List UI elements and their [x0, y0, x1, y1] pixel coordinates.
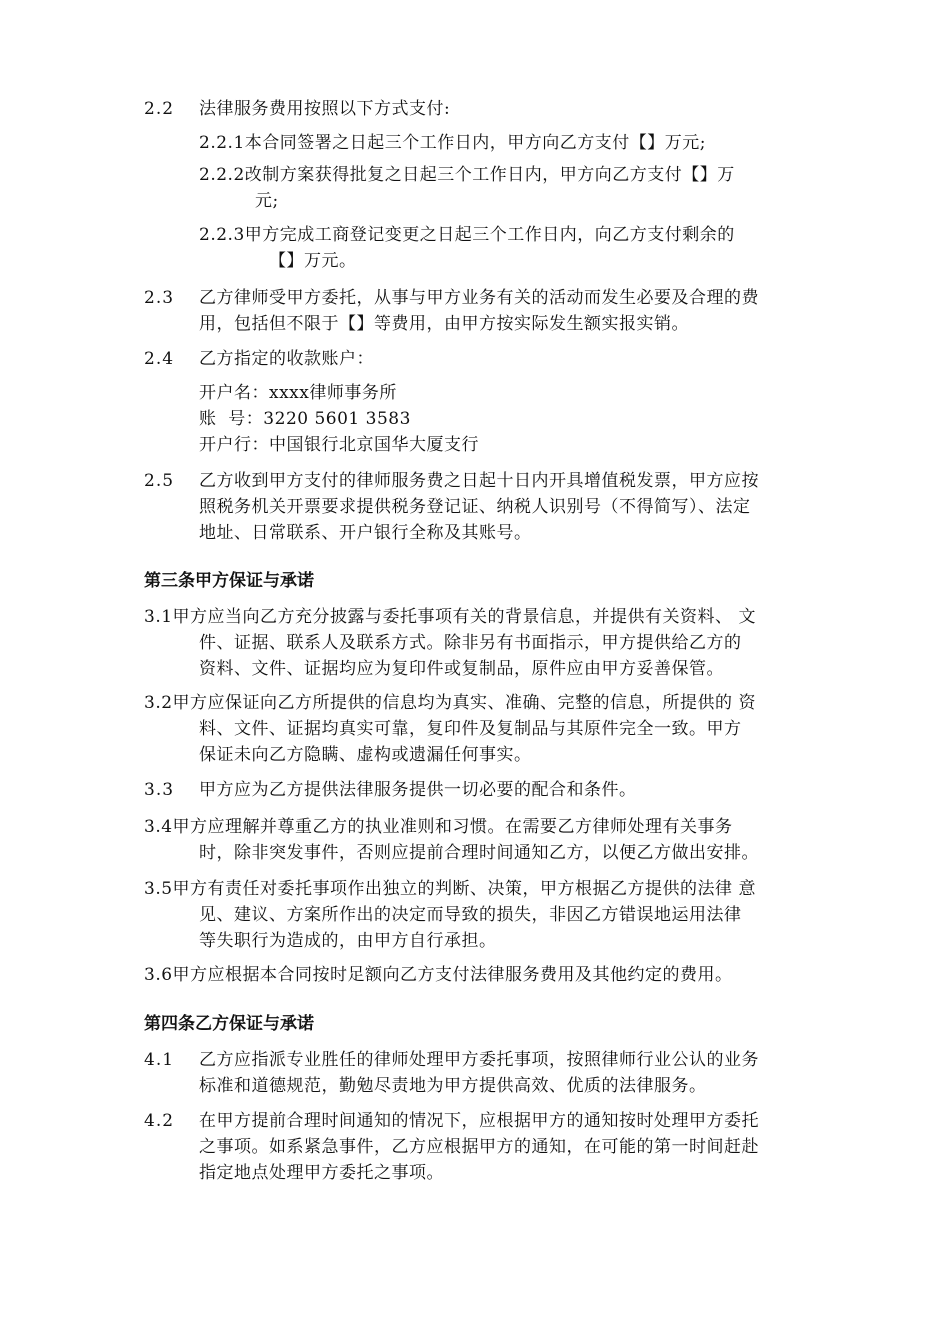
item-number-4-1: 4.1: [144, 1050, 175, 1070]
item-4-2: [199, 1108, 759, 1186]
paragraph-line: 指定地点处理甲方委托之事项。: [199, 1163, 444, 1183]
item-2-2-text: 法律服务费用按照以下方式支付:: [199, 99, 451, 119]
item-number-3-3: 3.3: [144, 780, 175, 800]
account-info: [199, 380, 479, 458]
paragraph-line: 2.2.1本合同签署之日起三个工作日内，甲方向乙方支付【】万元;: [199, 133, 706, 153]
paragraph-line: 用，包括但不限于【】等费用，由甲方按实际发生额实报实销。: [199, 314, 689, 334]
item-2-4-text: 乙方指定的收款账户：: [199, 349, 374, 369]
item-2-2-2: [199, 162, 735, 214]
paragraph-line: 等失职行为造成的，由甲方自行承担。: [199, 931, 497, 951]
paragraph-line: 保证未向乙方隐瞒、虚构或遗漏任何事实。: [199, 745, 532, 765]
paragraph-line: 照税务机关开票要求提供税务登记证、纳税人识别号（不得简写）、法定: [199, 497, 751, 517]
paragraph-line: 元;: [255, 191, 279, 211]
paragraph-line: 乙方应指派专业胜任的律师处理甲方委托事项，按照律师行业公认的业务: [199, 1050, 759, 1070]
item-3-4: [144, 814, 759, 866]
account-number: 账 号：3220 5601 3583: [199, 409, 411, 429]
paragraph-line: 时，除非突发事件，否则应提前合理时间通知乙方，以便乙方做出安排。: [199, 843, 759, 863]
item-number-2-2: 2.2: [144, 99, 175, 119]
item-number-2-4: 2.4: [144, 349, 175, 369]
account-name: 开户名：xxxx律师事务所: [199, 383, 397, 403]
clause-4-heading: 第四条乙方保证与承诺: [144, 1014, 314, 1034]
paragraph-line: 乙方律师受甲方委托，从事与甲方业务有关的活动而发生必要及合理的费: [199, 288, 759, 308]
item-number-4-2: 4.2: [144, 1111, 175, 1131]
paragraph-line: 3.2甲方应保证向乙方所提供的信息均为真实、准确、完整的信息，所提供的 资: [144, 693, 756, 713]
item-2-2-1: [199, 130, 706, 156]
paragraph-line: 地址、日常联系、开户银行全称及其账号。: [199, 523, 532, 543]
paragraph-line: 3.1甲方应当向乙方充分披露与委托事项有关的背景信息，并提供有关资料、 文: [144, 607, 756, 627]
item-number-2-5: 2.5: [144, 471, 175, 491]
clause-3-heading: 第三条甲方保证与承诺: [144, 571, 314, 591]
paragraph-line: 2.2.2改制方案获得批复之日起三个工作日内，甲方向乙方支付【】万: [199, 165, 735, 185]
item-3-3: 甲方应为乙方提供法律服务提供一切必要的配合和条件。: [199, 780, 637, 800]
item-2-5: [199, 468, 759, 546]
paragraph-line: 2.2.3甲方完成工商登记变更之日起三个工作日内，向乙方支付剩余的: [199, 225, 735, 245]
item-3-6: 3.6甲方应根据本合同按时足额向乙方支付法律服务费用及其他约定的费用。: [144, 965, 733, 985]
item-3-5: [144, 876, 756, 954]
paragraph-line: 资料、文件、证据均应为复印件或复制品，原件应由甲方妥善保管。: [199, 659, 724, 679]
paragraph-line: 标准和道德规范，勤勉尽责地为甲方提供高效、优质的法律服务。: [199, 1076, 707, 1096]
paragraph-line: 【】万元。: [269, 251, 357, 271]
item-4-1: [199, 1047, 759, 1099]
item-3-2: [144, 690, 756, 768]
paragraph-line: 乙方收到甲方支付的律师服务费之日起十日内开具增值税发票，甲方应按: [199, 471, 759, 491]
item-3-1: [144, 604, 756, 682]
account-bank: 开户行：中国银行北京国华大厦支行: [199, 435, 479, 455]
item-number-2-3: 2.3: [144, 288, 175, 308]
paragraph-line: 在甲方提前合理时间通知的情况下，应根据甲方的通知按时处理甲方委托: [199, 1111, 759, 1131]
paragraph-line: 3.5甲方有责任对委托事项作出独立的判断、决策，甲方根据乙方提供的法律 意: [144, 879, 756, 899]
paragraph-line: 件、证据、联系人及联系方式。除非另有书面指示，甲方提供给乙方的: [199, 633, 742, 653]
paragraph-line: 见、建议、方案所作出的决定而导致的损失，非因乙方错误地运用法律: [199, 905, 742, 925]
paragraph-line: 3.4甲方应理解并尊重乙方的执业准则和习惯。在需要乙方律师处理有关事务: [144, 817, 733, 837]
paragraph-line: 料、文件、证据均真实可靠，复印件及复制品与其原件完全一致。甲方: [199, 719, 742, 739]
item-2-3: [199, 285, 759, 337]
paragraph-line: 之事项。如系紧急事件，乙方应根据甲方的通知，在可能的第一时间赶赴: [199, 1137, 759, 1157]
item-2-2-3: [199, 222, 735, 274]
